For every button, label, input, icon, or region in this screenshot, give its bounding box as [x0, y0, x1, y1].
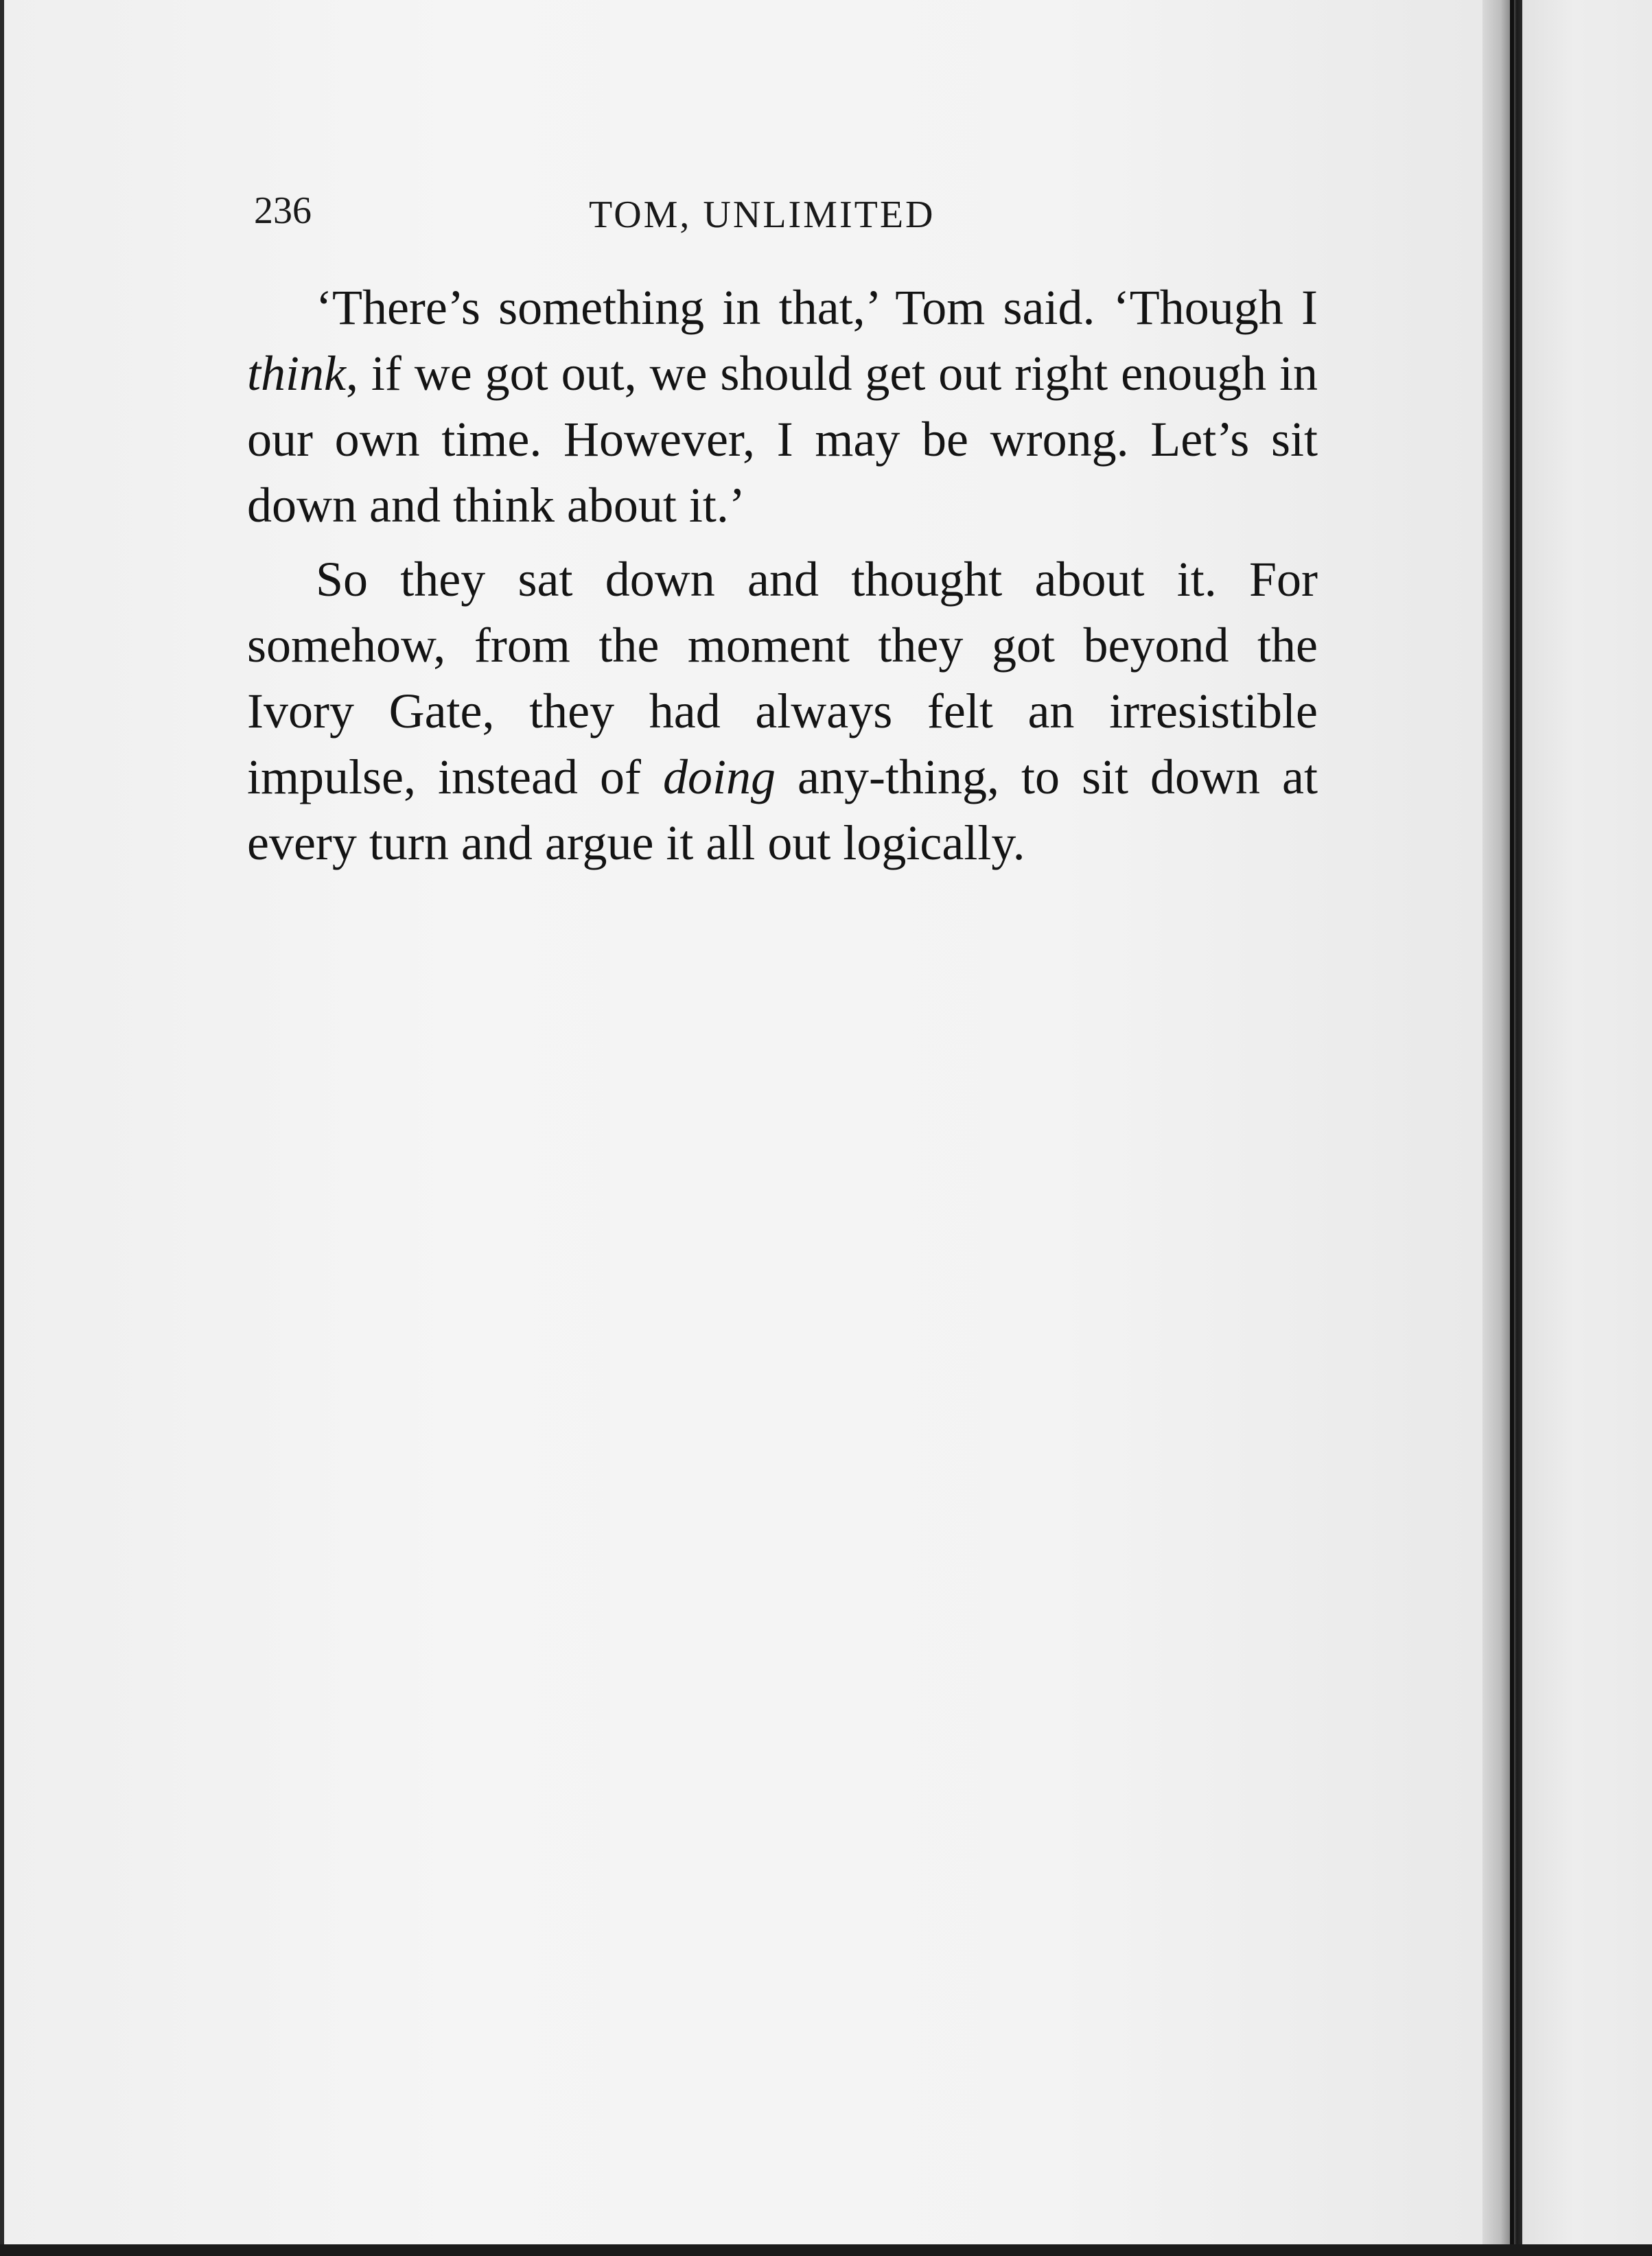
paragraph-1-text-b: , if we got out, we should get out right enough in our own time. However, I may be wrong. Let’s sit down and think about it.’ [247, 346, 1318, 533]
facing-page-edge [1522, 0, 1652, 2256]
book-gutter [1482, 0, 1522, 2256]
running-head [254, 189, 1325, 244]
page-bottom-edge [0, 2244, 1652, 2256]
paragraph-2 [247, 546, 1318, 876]
binding-line [1510, 0, 1514, 2256]
paragraph-2-text-b: any-thing, to sit down at every turn and argue it all out logically. [247, 749, 1318, 870]
body-text [247, 275, 1318, 884]
paragraph-2-text-a: So they sat down and thought about it. For somehow, from the moment they got beyond the Ivory Gate, they had always felt an irresistible impulse, instead of [247, 552, 1318, 804]
paragraph-1-text-a: ‘There’s something in that,’ Tom said. ‘Though I [316, 280, 1318, 335]
page-number: 236 [254, 189, 312, 232]
paragraph-2-italic: doing [662, 749, 776, 804]
page-left-edge [0, 0, 4, 2256]
paragraph-1-italic: think [247, 346, 346, 401]
running-title: TOM, UNLIMITED [589, 194, 935, 236]
paragraph-1 [247, 275, 1318, 538]
